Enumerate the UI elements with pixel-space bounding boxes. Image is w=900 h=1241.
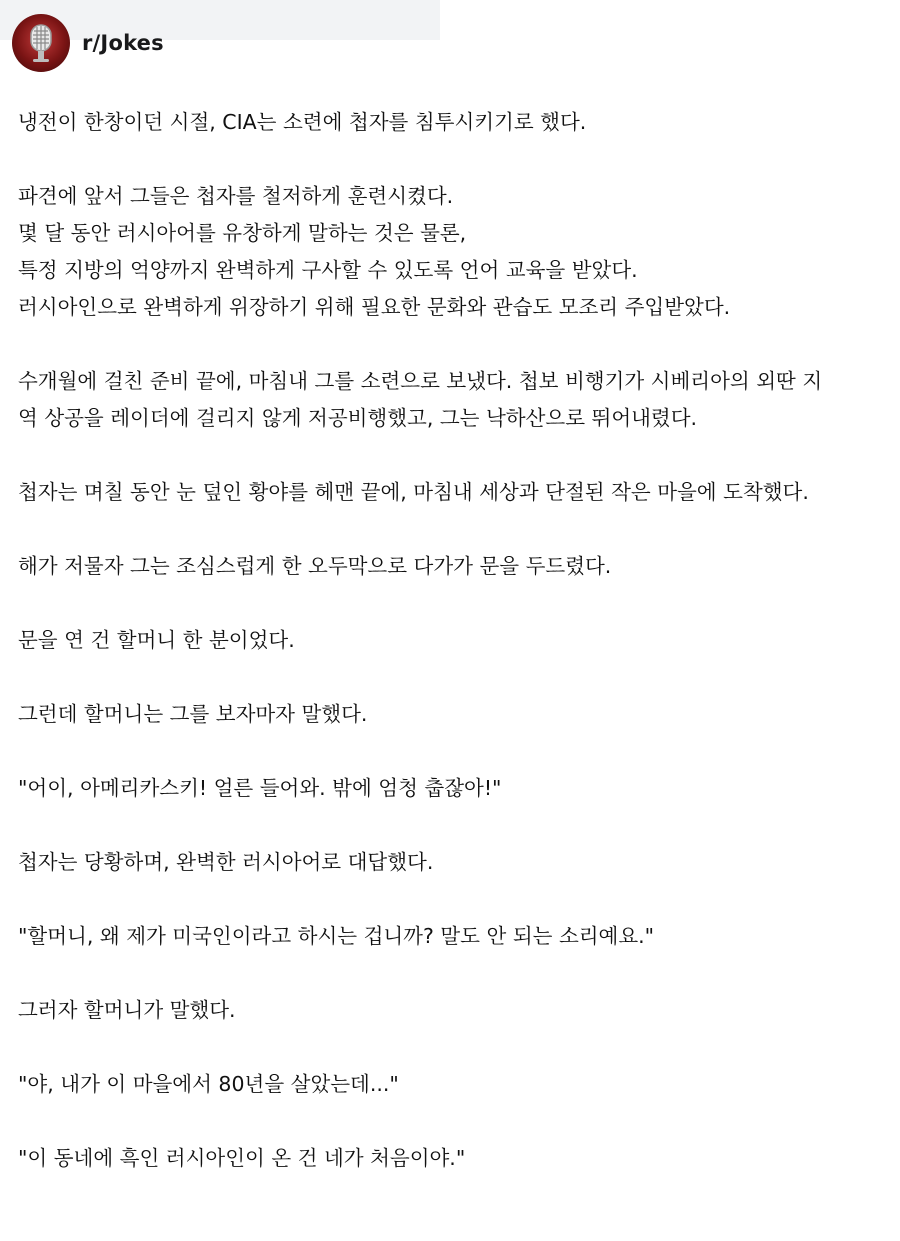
- post-paragraph-2: [18, 178, 888, 326]
- subreddit-name[interactable]: r/Jokes: [82, 31, 164, 55]
- post-paragraph-9: 첩자는 당황하며, 완벽한 러시아어로 대답했다.: [18, 850, 434, 874]
- subreddit-avatar[interactable]: [12, 14, 70, 72]
- post-paragraph-4: 첩자는 며칠 동안 눈 덮인 황야를 헤맨 끝에, 마침내 세상과 단절된 작은 마을에 도착했다.: [18, 480, 809, 504]
- post-line: 역 상공을 레이더에 걸리지 않게 저공비행했고, 그는 낙하산으로 뛰어내렸다.: [18, 406, 698, 430]
- post-paragraph-13: "이 동네에 흑인 러시아인이 온 건 네가 처음이야.": [18, 1146, 466, 1170]
- post-paragraph-7: 그런데 할머니는 그를 보자마자 말했다.: [18, 702, 368, 726]
- post-header: [12, 14, 164, 72]
- post-paragraph-8: "어이, 아메리카스키! 얼른 들어와. 밖에 엄청 춥잖아!": [18, 776, 502, 800]
- post-paragraph-1: 냉전이 한창이던 시절, CIA는 소련에 첩자를 침투시키기로 했다.: [18, 110, 587, 134]
- post-paragraph-5: 해가 저물자 그는 조심스럽게 한 오두막으로 다가가 문을 두드렸다.: [18, 554, 612, 578]
- post-line: 수개월에 걸친 준비 끝에, 마침내 그를 소련으로 보냈다. 첩보 비행기가 시베리아의 외딴 지: [18, 369, 823, 393]
- post-paragraph-10: "할머니, 왜 제가 미국인이라고 하시는 겁니까? 말도 안 되는 소리예요.": [18, 924, 655, 948]
- post-line: 파견에 앞서 그들은 첩자를 철저하게 훈련시켰다.: [18, 184, 454, 208]
- post-paragraph-11: 그러자 할머니가 말했다.: [18, 998, 236, 1022]
- post-paragraph-12: "야, 내가 이 마을에서 80년을 살았는데...": [18, 1072, 399, 1096]
- post-line: 몇 달 동안 러시아어를 유창하게 말하는 것은 물론,: [18, 221, 467, 245]
- post-paragraph-6: 문을 연 건 할머니 한 분이었다.: [18, 628, 295, 652]
- microphone-icon: [21, 21, 61, 65]
- post-paragraph-3: [18, 363, 888, 437]
- post-line: 러시아인으로 완벽하게 위장하기 위해 필요한 문화와 관습도 모조리 주입받았다.: [18, 295, 731, 319]
- post-line: 특정 지방의 억양까지 완벽하게 구사할 수 있도록 언어 교육을 받았다.: [18, 258, 638, 282]
- post-body: [18, 104, 888, 1177]
